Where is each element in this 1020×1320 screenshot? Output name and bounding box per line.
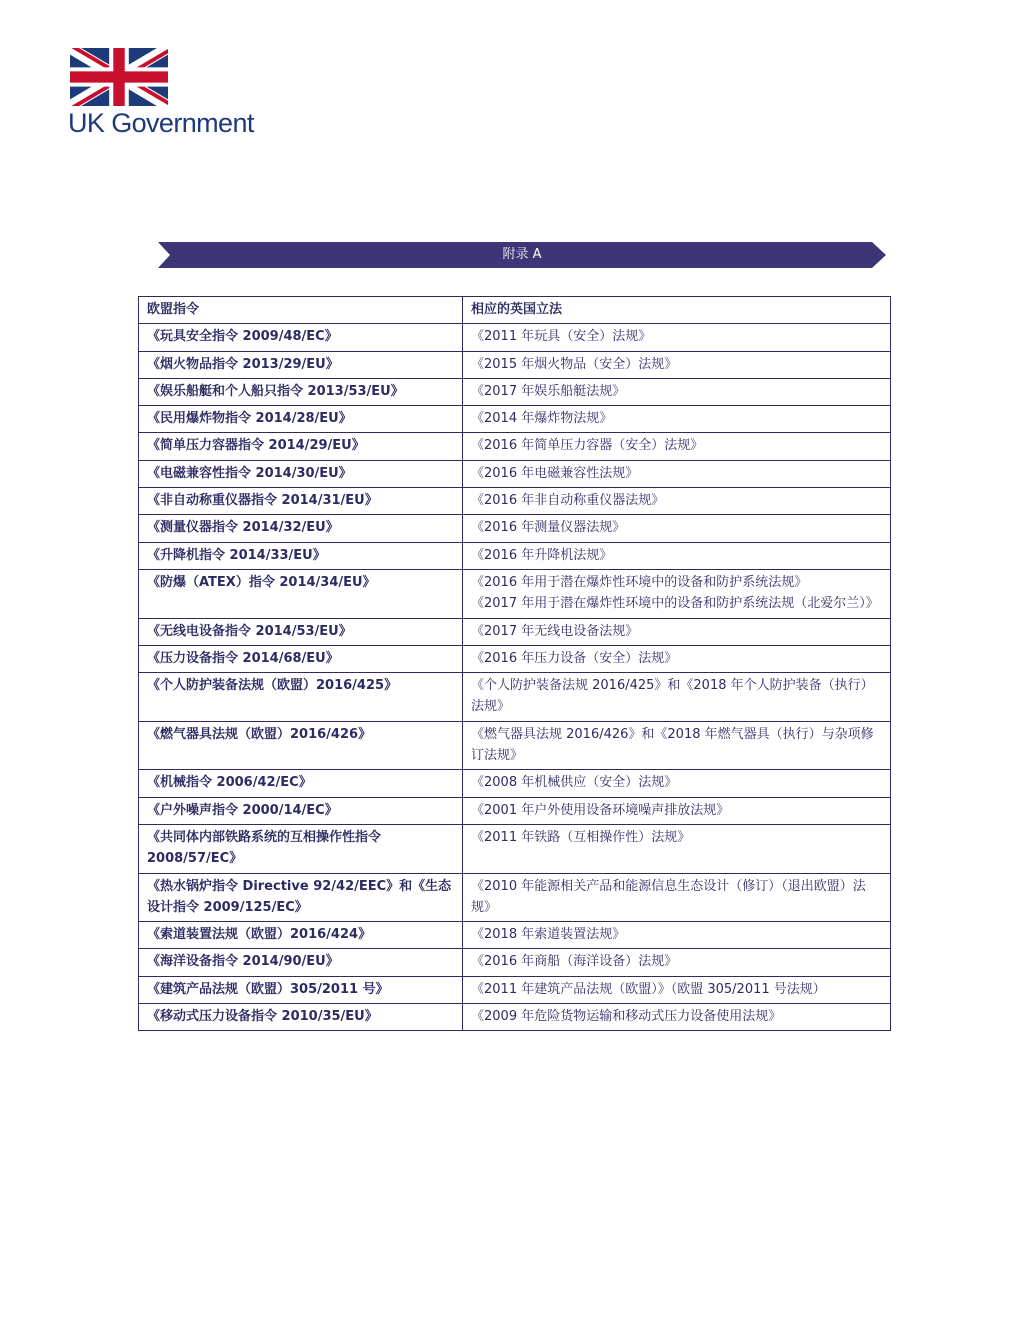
eu-directive-cell: 《机械指令 2006/42/EC》: [139, 770, 463, 797]
eu-directive-cell: 《娱乐船艇和个人船只指令 2013/53/EU》: [139, 378, 463, 405]
eu-directive-cell: 《燃气器具法规（欧盟）2016/426》: [139, 721, 463, 770]
eu-directive-cell: 《测量仪器指令 2014/32/EU》: [139, 515, 463, 542]
table-row: [139, 721, 891, 770]
eu-directive-cell: 《个人防护装备法规（欧盟）2016/425》: [139, 673, 463, 722]
annex-banner: [158, 242, 886, 268]
table-body: [139, 324, 891, 1031]
eu-directive-cell: 《非自动称重仪器指令 2014/31/EU》: [139, 488, 463, 515]
legislation-table: [138, 296, 891, 1031]
uk-legislation-cell: 《2017 年无线电设备法规》: [463, 618, 891, 645]
logo-wordmark: UK Government: [68, 108, 254, 138]
table-row: [139, 673, 891, 722]
uk-legislation-cell: 《2017 年娱乐船艇法规》: [463, 378, 891, 405]
table-row: [139, 797, 891, 824]
eu-directive-cell: 《索道装置法规（欧盟）2016/424》: [139, 922, 463, 949]
eu-directive-cell: 《共同体内部铁路系统的互相操作性指令 2008/57/EC》: [139, 824, 463, 873]
table-row: [139, 515, 891, 542]
uk-legislation-cell: 《2016 年测量仪器法规》: [463, 515, 891, 542]
uk-legislation-cell: 《2008 年机械供应（安全）法规》: [463, 770, 891, 797]
eu-directive-cell: 《玩具安全指令 2009/48/EC》: [139, 324, 463, 351]
uk-legislation-cell: 《个人防护装备法规 2016/425》和《2018 年个人防护装备（执行）法规》: [463, 673, 891, 722]
table-row: [139, 460, 891, 487]
table-row: [139, 351, 891, 378]
uk-legislation-cell: 《2016 年升降机法规》: [463, 542, 891, 569]
uk-legislation-cell: 《2011 年铁路（互相操作性）法规》: [463, 824, 891, 873]
eu-directive-cell: 《户外噪声指令 2000/14/EC》: [139, 797, 463, 824]
table-row: [139, 824, 891, 873]
uk-legislation-cell: 《2016 年压力设备（安全）法规》: [463, 645, 891, 672]
table-row: [139, 770, 891, 797]
eu-directive-cell: 《电磁兼容性指令 2014/30/EU》: [139, 460, 463, 487]
table-row: [139, 324, 891, 351]
table-row: [139, 378, 891, 405]
uk-legislation-cell: 《2015 年烟火物品（安全）法规》: [463, 351, 891, 378]
uk-legislation-cell: 《2016 年非自动称重仪器法规》: [463, 488, 891, 515]
eu-directive-cell: 《建筑产品法规（欧盟）305/2011 号》: [139, 976, 463, 1003]
table-row: [139, 488, 891, 515]
table-row: [139, 618, 891, 645]
table-row: [139, 1004, 891, 1031]
annex-title: 附录 A: [502, 247, 542, 262]
uk-legislation-cell: 《2016 年简单压力容器（安全）法规》: [463, 433, 891, 460]
uk-legislation-cell: 《2016 年商船（海洋设备）法规》: [463, 949, 891, 976]
eu-directive-cell: 《防爆（ATEX）指令 2014/34/EU》: [139, 569, 463, 618]
table-row: [139, 569, 891, 618]
table-row: [139, 542, 891, 569]
table-header-row: [139, 297, 891, 324]
table-row: [139, 406, 891, 433]
eu-directive-cell: 《无线电设备指令 2014/53/EU》: [139, 618, 463, 645]
eu-directive-cell: 《简单压力容器指令 2014/29/EU》: [139, 433, 463, 460]
uk-legislation-cell: 《2014 年爆炸物法规》: [463, 406, 891, 433]
eu-directive-cell: 《压力设备指令 2014/68/EU》: [139, 645, 463, 672]
uk-legislation-cell: 《2011 年建筑产品法规（欧盟）》（欧盟 305/2011 号法规）: [463, 976, 891, 1003]
table-row: [139, 433, 891, 460]
eu-directive-cell: 《升降机指令 2014/33/EU》: [139, 542, 463, 569]
uk-legislation-cell: 《2010 年能源相关产品和能源信息生态设计（修订）（退出欧盟）法规》: [463, 873, 891, 922]
uk-legislation-cell: 《燃气器具法规 2016/426》和《2018 年燃气器具（执行）与杂项修订法规》: [463, 721, 891, 770]
eu-directive-cell: 《烟火物品指令 2013/29/EU》: [139, 351, 463, 378]
eu-directive-cell: 《移动式压力设备指令 2010/35/EU》: [139, 1004, 463, 1031]
uk-legislation-cell: 《2018 年索道装置法规》: [463, 922, 891, 949]
uk-legislation-cell: 《2016 年用于潜在爆炸性环境中的设备和防护系统法规》 《2017 年用于潜在爆炸性环境中的设备和防护系统法规（北爱尔兰）》: [463, 569, 891, 618]
eu-directive-cell: 《热水锅炉指令 Directive 92/42/EEC》和《生态设计指令 2009/125/EC》: [139, 873, 463, 922]
uk-government-logo: [68, 48, 278, 140]
table-row: [139, 922, 891, 949]
uk-legislation-cell: 《2001 年户外使用设备环境噪声排放法规》: [463, 797, 891, 824]
eu-directive-cell: 《民用爆炸物指令 2014/28/EU》: [139, 406, 463, 433]
table-row: [139, 873, 891, 922]
table-row: [139, 949, 891, 976]
table-row: [139, 645, 891, 672]
table-row: [139, 976, 891, 1003]
eu-directive-cell: 《海洋设备指令 2014/90/EU》: [139, 949, 463, 976]
union-jack-flag-icon: [70, 48, 168, 106]
uk-legislation-cell: 《2011 年玩具（安全）法规》: [463, 324, 891, 351]
uk-legislation-cell: 《2009 年危险货物运输和移动式压力设备使用法规》: [463, 1004, 891, 1031]
header-eu-directive: 欧盟指令: [139, 297, 463, 324]
uk-legislation-cell: 《2016 年电磁兼容性法规》: [463, 460, 891, 487]
header-uk-legislation: 相应的英国立法: [463, 297, 891, 324]
